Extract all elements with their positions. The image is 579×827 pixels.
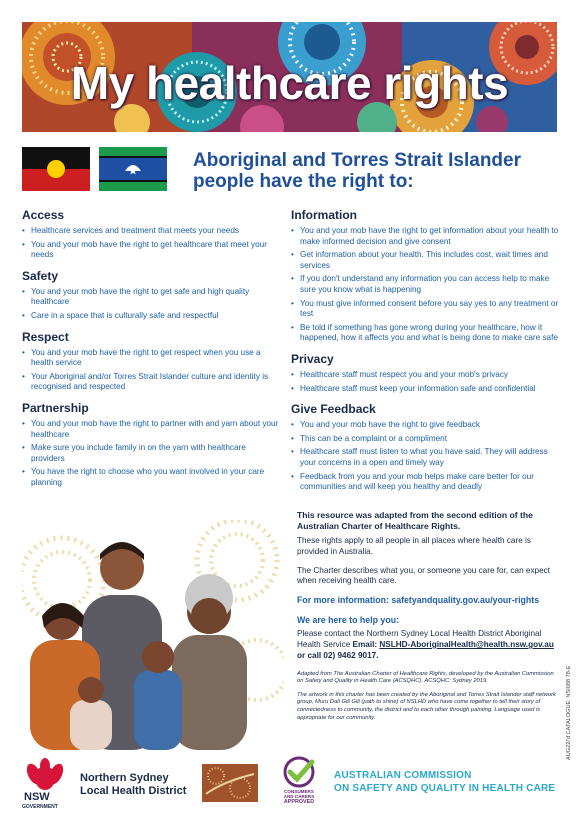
- artwork-footnote: The artwork in this charter has been created by the Aboriginal and Torres Strait Islander staff network group, Muru Dali Gili Gili (path to shine) of NSLHD who have come together to tell their story of connectedness to community, the district and to each other through painting. Language used is appropriate for our community.: [297, 691, 556, 721]
- intro-heading: [193, 150, 563, 192]
- section-heading: Information: [291, 208, 357, 222]
- list-item: • This can be a complaint or a compliment: [291, 434, 561, 445]
- list-item: • You and your mob have the right to get safe and high quality healthcare: [22, 287, 280, 308]
- section-heading: Safety: [22, 268, 59, 283]
- list-item: • You and your mob have the right to get healthcare that meet your needs: [22, 240, 280, 261]
- lhd-name: [80, 772, 186, 798]
- list-item: • Healthcare services and treatment that meets your needs: [22, 226, 280, 237]
- intro-line-1: Aboriginal and Torres Strait Islander: [193, 150, 521, 171]
- email-label: Email:: [352, 639, 378, 649]
- section-partnership: [22, 401, 280, 489]
- aboriginal-flag-icon: [22, 147, 90, 191]
- acsqhc-line-1: AUSTRALIAN COMMISSION: [334, 770, 472, 781]
- list-item: • Be told if something has gone wrong during your healthcare, how it happened, how it affects you and what is being done to make care safe: [291, 323, 561, 344]
- artwork-thumbnail: [202, 764, 258, 802]
- section-information: [291, 208, 561, 344]
- section-heading: Access: [22, 208, 65, 222]
- section-safety: [22, 269, 280, 322]
- list-item: • You must give informed consent before you say yes to any treatment or test: [291, 299, 561, 320]
- adapted-footnote: Adapted from The Australian Charter of Healthcare Rights, developed by the Australian Commission on Safety and Quality in Health Care (ACSQHC). ACSQHC: Sydney 2019.: [297, 670, 554, 685]
- family-illustration: [22, 520, 284, 750]
- consumers-carers-approved-logo: [278, 756, 320, 808]
- list-item: • Healthcare staff must keep your information safe and confidential: [291, 384, 561, 395]
- torres-strait-islander-flag-icon: [99, 147, 167, 191]
- section-heading: Give Feedback: [291, 402, 376, 417]
- adapted-statement: This resource was adapted from the second edition of the Australian Charter of Healthcare Rights.: [297, 510, 533, 531]
- acsqhc-line-2: ON SAFETY AND QUALITY IN HEALTH CARE: [334, 783, 556, 794]
- list-item: • If you don't understand any information you can access help to make sure you know what is happening: [291, 274, 561, 295]
- section-access: [22, 208, 280, 261]
- contact-text: [297, 629, 559, 661]
- waratah-icon: [22, 758, 68, 792]
- more-information-link[interactable]: For more information: safetyandquality.gov.au/your-rights: [297, 595, 540, 606]
- list-item: • You and your mob have the right to get information about your health to make informed decision and give consent: [291, 226, 561, 247]
- list-item: • Make sure you include family in on the yarn with healthcare providers: [22, 443, 280, 464]
- acsqhc-logo: [334, 770, 562, 794]
- info-block: [297, 510, 559, 722]
- rights-column-left: [22, 208, 280, 497]
- catalogue-text: AUG22/'d CATALOGUE: NSI088 78-E: [566, 665, 572, 760]
- list-item: • You and your mob have the right to partner with and yarn about your healthcare: [22, 419, 280, 440]
- list-item: • You and your mob have the right to get respect when you use a health service: [22, 348, 280, 369]
- section-heading: Privacy: [291, 351, 334, 366]
- footer-logos: [22, 752, 562, 812]
- government-wordmark: GOVERNMENT: [22, 804, 58, 810]
- nsw-wordmark: NSW: [24, 791, 50, 803]
- nsw-government-logo: [22, 758, 68, 810]
- cca-text: [278, 789, 320, 805]
- section-privacy: [291, 352, 561, 394]
- lhd-line-2: Local Health District: [80, 785, 187, 797]
- list-item: • Your Aboriginal and/or Torres Strait Islander culture and identity is recognised and respected: [22, 372, 280, 393]
- checkmark-icon: [278, 756, 320, 788]
- list-item: • Healthcare staff must respect you and your mob's privacy: [291, 370, 561, 381]
- list-item: • Feedback from you and your mob helps make care better for our communities and will keep you healthy and deadly: [291, 472, 561, 493]
- list-item: • Care in a space that is culturally safe and respectful: [22, 311, 280, 322]
- intro-line-2: people have the right to:: [193, 171, 414, 192]
- cca-line-3: APPROVED: [283, 798, 315, 805]
- email-link[interactable]: NSLHD-AboriginalHealth@health.nsw.gov.au: [379, 639, 554, 649]
- title-banner: [22, 22, 557, 132]
- list-item: • Get information about your health. This includes cost, wait times and services: [291, 250, 561, 271]
- list-item: • Healthcare staff must listen to what you have said. They will address your concerns in a open and timely way: [291, 447, 561, 468]
- section-respect: [22, 330, 280, 393]
- contact-intro: Please contact the Northern Sydney Local Health District Aboriginal Health Service: [297, 629, 542, 649]
- rights-apply-text: These rights apply to all people in all places where health care is provided in Australia.: [297, 536, 531, 556]
- help-heading: We are here to help you:: [297, 615, 400, 626]
- list-item: • You have the right to choose who you want involved in your care planning: [22, 467, 280, 488]
- charter-describes-text: The Charter describes what you, or someone you care for, can expect when receiving health care.: [297, 565, 551, 586]
- phone-number: or call 02) 9462 9017.: [297, 650, 379, 660]
- catalogue-code: [566, 665, 576, 760]
- lhd-line-1: Northern Sydney: [80, 772, 169, 784]
- cca-line-1: CONSUMERS: [284, 789, 314, 794]
- section-heading: Respect: [22, 329, 69, 344]
- cca-line-2: AND CARERS: [283, 794, 315, 800]
- section-give-feedback: [291, 402, 561, 493]
- list-item: • You and your mob have the right to give feedback: [291, 420, 561, 431]
- rights-column-right: [291, 208, 561, 501]
- section-heading: Partnership: [22, 400, 89, 415]
- page-title: My healthcare rights: [70, 57, 509, 109]
